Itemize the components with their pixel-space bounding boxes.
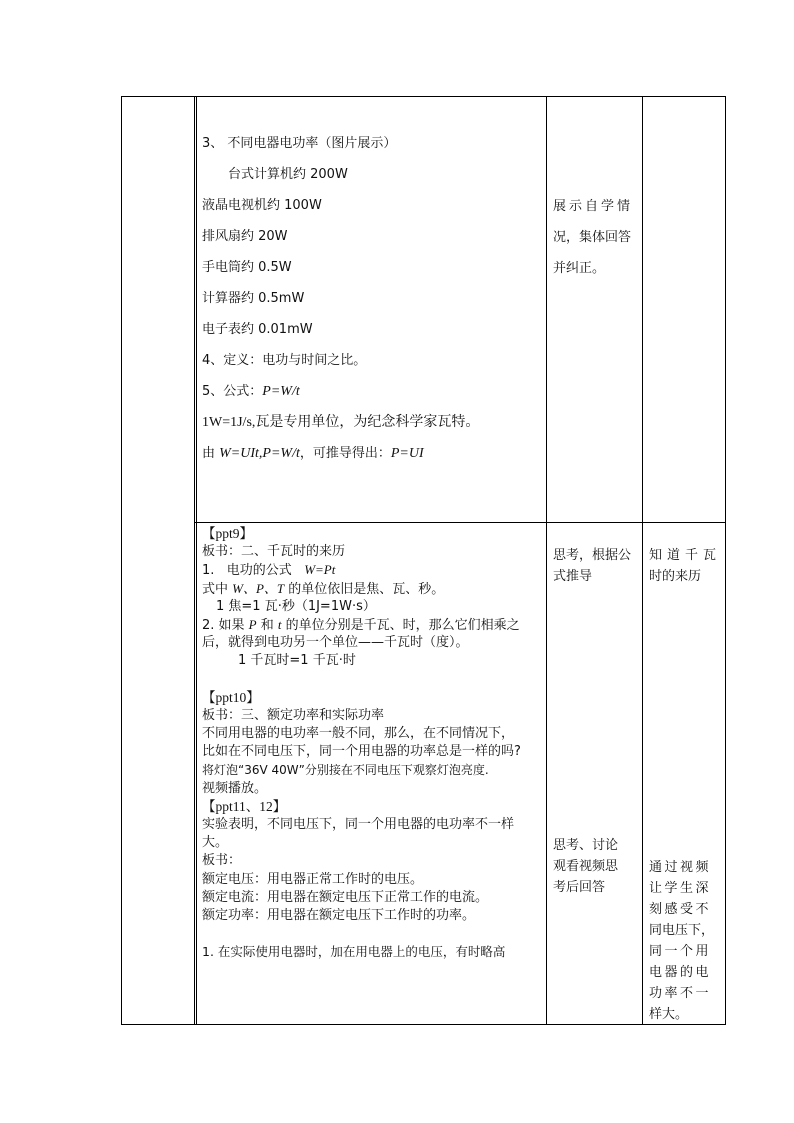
board-heading: 板书：三、额定功率和实际功率 — [202, 707, 385, 723]
blank-line — [202, 671, 545, 689]
table-border-top — [121, 96, 642, 97]
student-activity-line: 思考，根据公 — [553, 548, 632, 563]
appliance-item: 台式计算机约 200W — [228, 167, 348, 182]
student-activity-line: 式推导 — [553, 569, 593, 584]
derivation-line — [202, 438, 542, 469]
definition-line: 额定功率：用电器在额定电压下工作时的功率。 — [202, 907, 476, 923]
derivation-prefix: 由 — [202, 446, 220, 461]
paragraph-line: 视频播放。 — [202, 780, 268, 796]
variable: P — [248, 616, 257, 632]
formula-label: 5、公式： — [202, 384, 263, 399]
appliance-item: 排风扇约 20W — [202, 229, 288, 244]
formula-expression: W=Pt — [304, 562, 336, 578]
definition-line: 额定电压：用电器正常工作时的电压。 — [202, 871, 424, 887]
intent-line: 让学生深 — [649, 881, 712, 896]
paragraph-line: 将灯泡“36V 40W”分别接在不同电压下观察灯泡亮度. — [202, 763, 489, 778]
paragraph-line: 大。 — [202, 835, 229, 851]
row2-intent-cell-a — [649, 545, 725, 587]
intent-line: 通过视频 — [649, 860, 712, 875]
unit-equation: 1 千瓦时=1 千瓦·时 — [238, 653, 356, 669]
paragraph-line: 1. 在实际使用电器时，加在用电器上的电压，有时略高 — [202, 944, 506, 960]
intent-line: 功率不一 — [649, 986, 712, 1001]
intent-line: 同一个用 — [649, 944, 712, 959]
derivation-formula-2: P=UI — [390, 446, 424, 461]
variables: W、P、T — [232, 580, 285, 596]
intent-line: 样大。 — [649, 1007, 689, 1022]
intent-line: 知道千瓦 — [649, 548, 722, 563]
text-part: 的单位分别是千瓦、时，那么它们相乘之 — [281, 617, 520, 633]
intent-line: 刻感受不 — [649, 902, 712, 917]
blank-line — [202, 925, 545, 943]
board-heading: 板书：二、千瓦时的来历 — [202, 544, 346, 560]
text-part: 和 — [256, 617, 278, 633]
row-divider — [195, 522, 726, 523]
formula-label: 1. 电功的公式 — [202, 563, 305, 579]
table-border-bottom — [121, 1024, 726, 1025]
row2-student-cell-b — [553, 835, 641, 898]
definition-text: 4、定义：电功与时间之比。 — [202, 353, 367, 368]
column-divider-1 — [194, 96, 197, 1025]
derivation-middle: ，可推导得出： — [299, 446, 391, 461]
column-divider-3 — [642, 96, 643, 1025]
variable: t — [277, 616, 282, 632]
paragraph-line: 后，就得到电功另一个单位——千瓦时（度）。 — [202, 635, 469, 651]
row2-content-cell — [202, 525, 545, 962]
student-activity-line: 况，集体回答 — [553, 230, 632, 245]
intent-line: 电器的电 — [649, 965, 712, 980]
derivation-formula-1: W=UIt,P=W/t — [219, 446, 300, 461]
appliance-item: 电子表约 0.01mW — [202, 322, 313, 337]
row2-intent-cell-b — [649, 857, 725, 1025]
intent-line: 同电压下， — [649, 923, 715, 938]
intent-line: 时的来历 — [649, 569, 702, 584]
power-heading: 3、 不同电器电功率（图片展示） — [202, 136, 397, 151]
unit-note: 1W=1J/s,瓦是专用单位，为纪念科学家瓦特。 — [202, 415, 480, 430]
ppt10-tag: 【ppt10】 — [202, 689, 260, 705]
unit-equation: 1 焦=1 瓦·秒（1J=1W·s） — [216, 598, 376, 614]
ppt11-tag: 【ppt11、12】 — [202, 798, 287, 814]
appliance-item: 液晶电视机约 100W — [202, 198, 322, 213]
student-activity-line: 展示自学情 — [553, 199, 634, 214]
table-border-left — [121, 96, 122, 1025]
board-heading: 板书： — [202, 853, 242, 869]
row2-student-cell-a — [553, 545, 641, 587]
definition-line: 额定电流：用电器在额定电压下正常工作的电流。 — [202, 889, 489, 905]
paragraph-line: 比如在不同电压下，同一个用电器的功率总是一样的吗? — [202, 744, 521, 760]
row1-content-cell — [202, 128, 542, 469]
student-activity-line: 并纠正。 — [553, 261, 606, 276]
table-border-right — [725, 96, 726, 1025]
table-border-top-right — [642, 96, 726, 97]
paragraph-line: 实验表明，不同电压下，同一个用电器的电功率不一样 — [202, 817, 515, 832]
student-activity-line: 观看视频思 — [553, 859, 619, 874]
paragraph-line — [202, 616, 545, 634]
formula-expression: P=W/t — [262, 384, 300, 399]
column-divider-2 — [546, 96, 547, 1025]
ppt9-tag: 【ppt9】 — [202, 526, 254, 541]
student-activity-line: 思考、讨论 — [553, 838, 619, 853]
text-part: 的单位依旧是焦、瓦、秒。 — [284, 581, 445, 597]
text-part: 2. 如果 — [202, 617, 249, 633]
paragraph-line: 不同用电器的电功率一般不同，那么，在不同情况下， — [202, 726, 515, 742]
formula-line — [202, 561, 545, 579]
appliance-item: 手电筒约 0.5W — [202, 260, 292, 275]
formula-line — [202, 376, 542, 407]
units-line — [202, 580, 545, 598]
text-part: 式中 — [202, 581, 233, 597]
appliance-item: 计算器约 0.5mW — [202, 291, 305, 306]
row1-student-cell — [553, 191, 641, 284]
student-activity-line: 考后回答 — [553, 880, 606, 895]
